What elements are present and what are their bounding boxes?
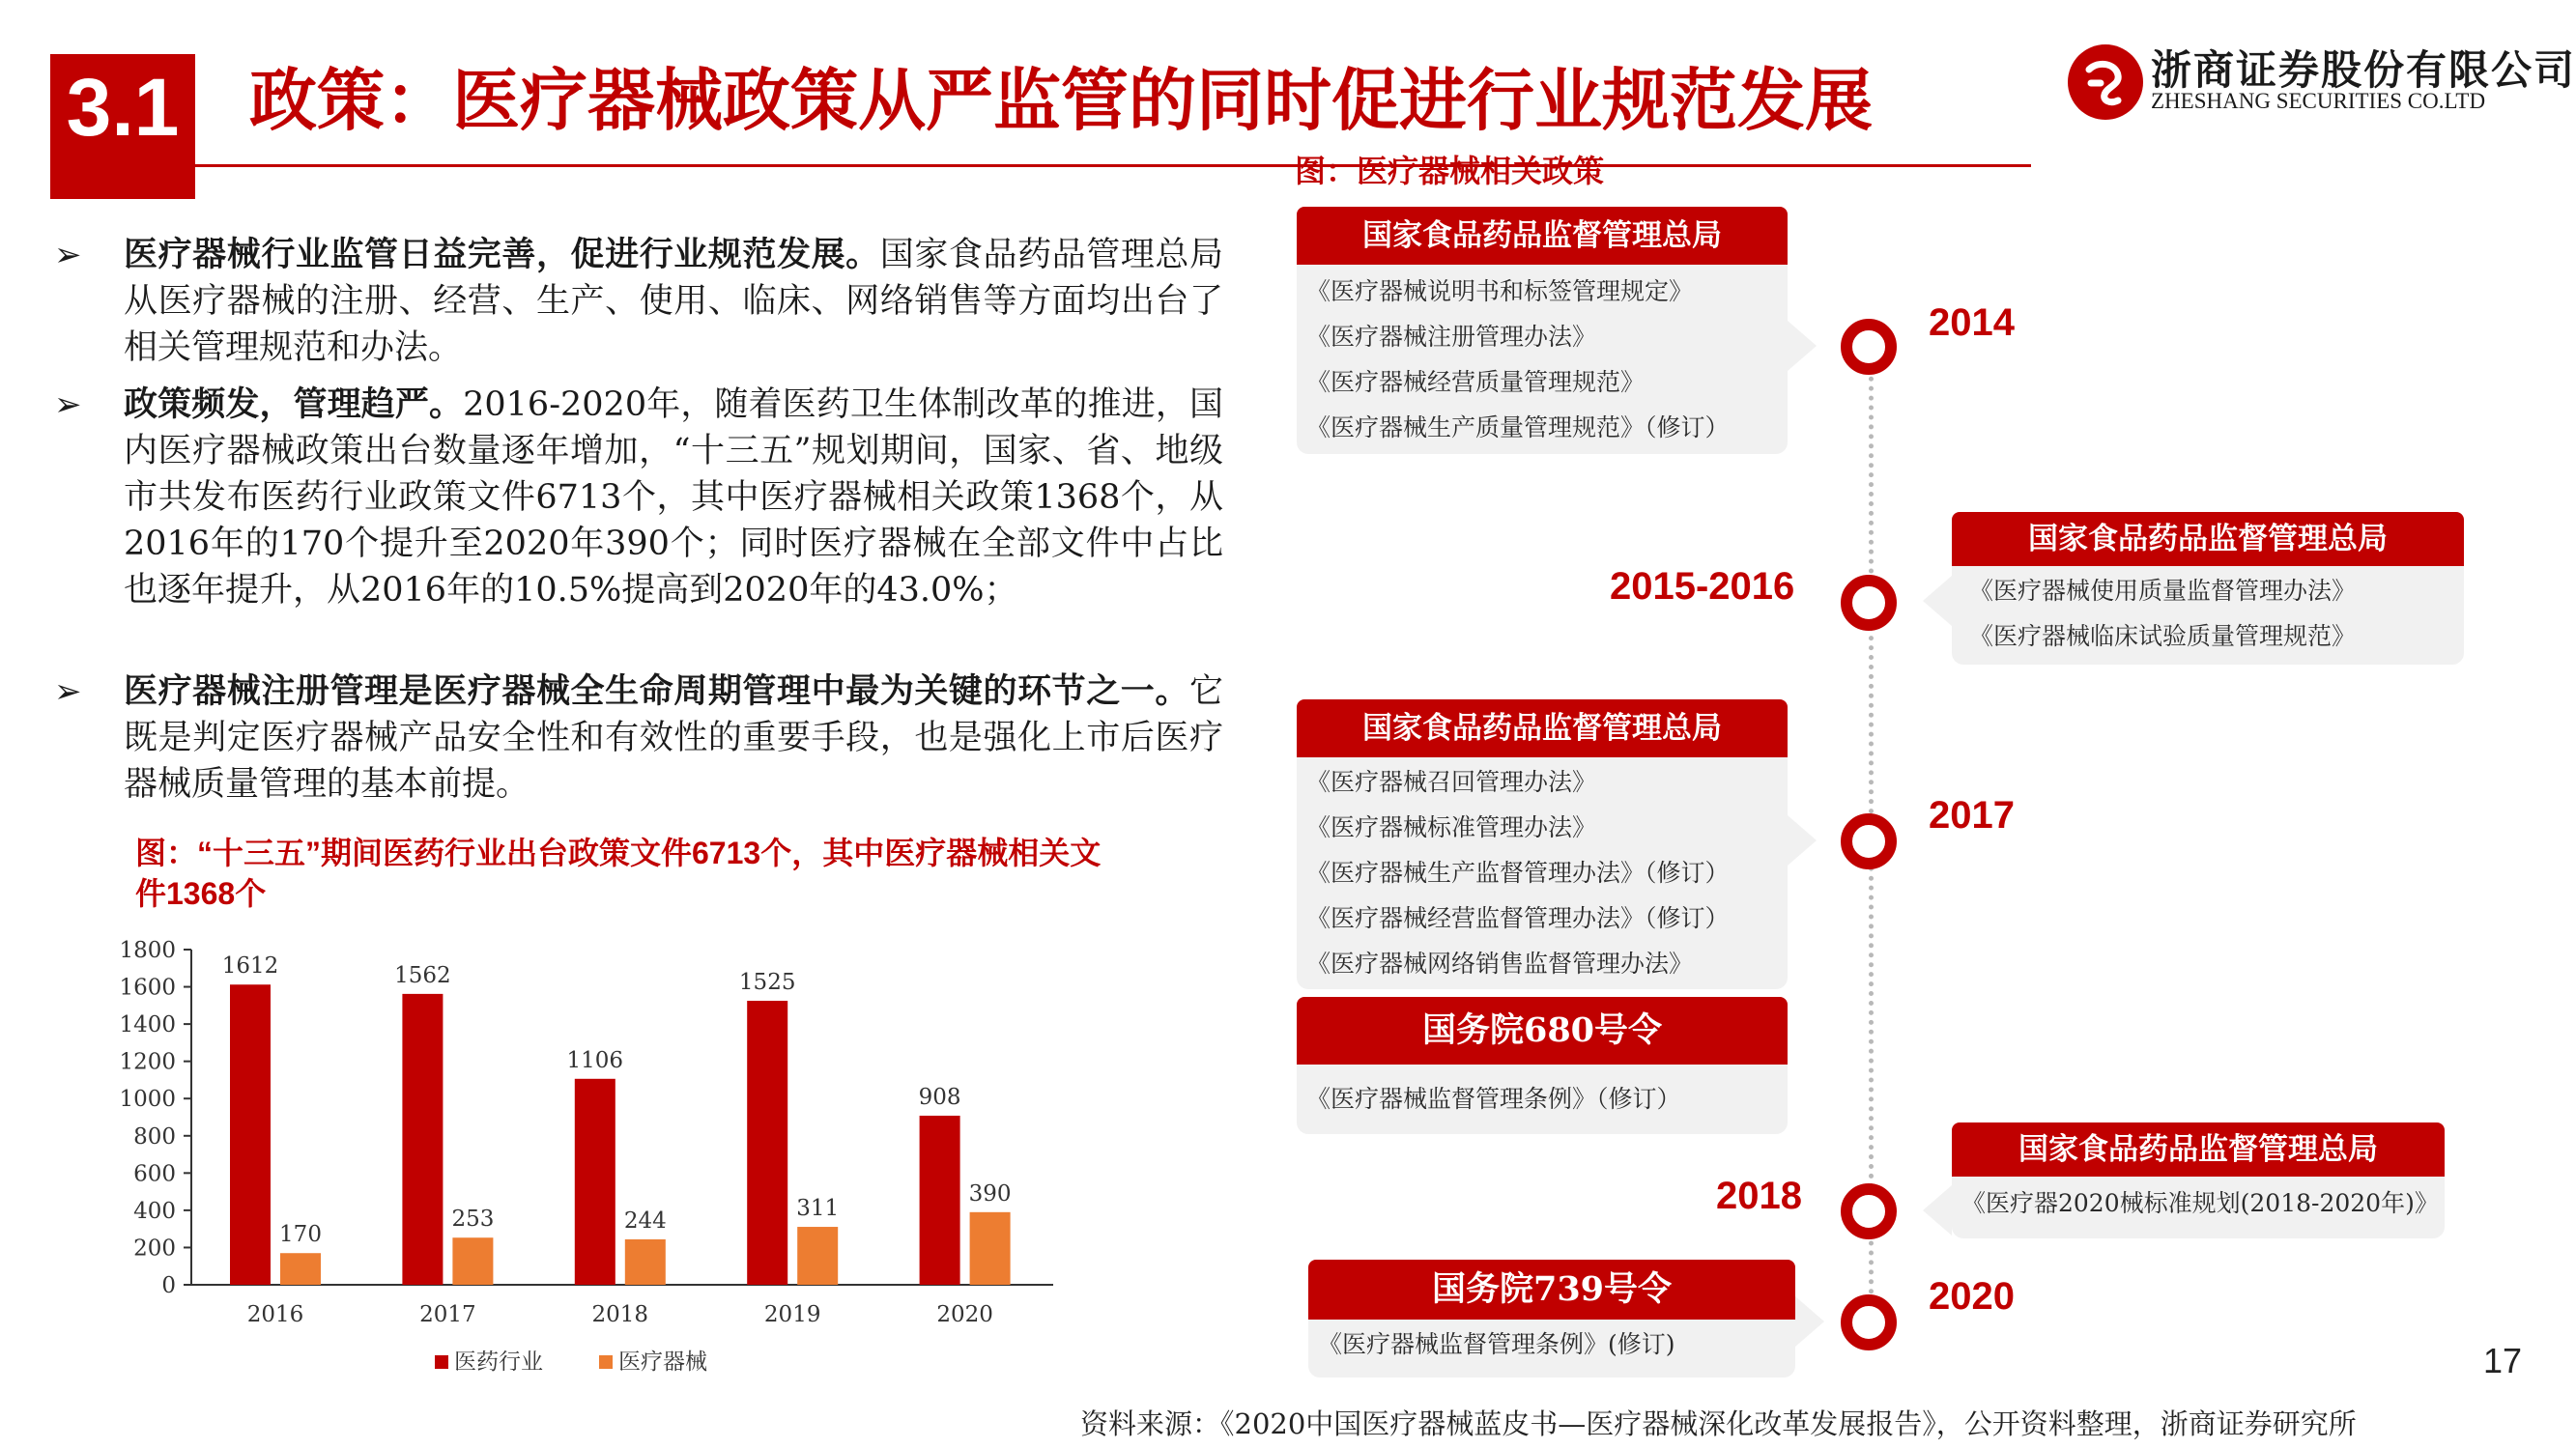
legend-swatch [435,1355,448,1369]
bullet-3-text: 它既是判定医疗器械产品安全性和有效性的重要手段，也是强化上市后医疗器械质量管理的基本前提。 [124,672,1223,804]
policy-item: 《医疗器械注册管理办法》 [1306,323,1597,351]
data-label: 170 [279,1222,322,1248]
legend-swatch [599,1355,613,1369]
y-tick-label: 400 [133,1198,176,1224]
timeline-caption: 图：医疗器械相关政策 [1295,154,1605,188]
bullet-3-bold: 医疗器械注册管理是医疗器械全生命周期管理中最为关键的环节之一。 [124,671,1189,711]
data-label: 1525 [738,970,796,996]
bullet-1-bold: 医疗器械行业监管日益完善，促进行业规范发展。 [124,235,880,274]
policy-card-issuer: 国家食品药品监督管理总局 [1297,207,1788,265]
company-name-cn: 浙商证券股份有限公司 [2151,47,2576,93]
timeline-dot-2014 [1841,319,1897,375]
policy-item: 《医疗器械使用质量监督管理办法》 [1969,577,2357,605]
timeline-year-2018: 2018 [1716,1175,1802,1217]
policy-card-council-680 [1297,997,1788,1134]
policy-item: 《医疗器2020械标准规划(2018-2020年)》 [1961,1189,2439,1217]
company-logo-icon [2068,44,2143,120]
bar-pharma [575,1079,615,1285]
timeline-dot-2020 [1841,1294,1897,1350]
source-note: 资料来源：《2020中国医疗器械蓝皮书—医疗器械深化改革发展报告》，公开资料整理，浙商证券研究所 [1080,1407,2357,1440]
bar-device [452,1237,493,1285]
policy-item: 《医疗器械经营质量管理规范》 [1306,368,1646,396]
policy-card-2014 [1297,207,1788,454]
bar-pharma [402,994,443,1285]
card-pointer [1788,321,1817,371]
legend-label: 医药行业 [454,1350,543,1375]
bullet-1-text: 国家食品药品管理总局从医疗器械的注册、经营、生产、使用、临床、网络销售等方面均出台了相关管理规范和办法。 [124,236,1223,367]
bullet-arrow-icon: ➢ [54,236,82,274]
policy-item: 《医疗器械经营监督管理办法》（修订） [1306,904,1730,932]
policy-card-council-739 [1308,1260,1795,1378]
data-label: 1612 [221,953,279,980]
data-label: 311 [796,1196,840,1222]
policy-card-issuer: 国务院739号令 [1308,1260,1795,1320]
chart-caption: 图：“十三五”期间医药行业出台政策文件6713个，其中医疗器械相关文件1368个 [135,836,1102,911]
timeline-dot-2015-2016 [1841,575,1897,631]
timeline-dot-2017 [1841,813,1897,869]
bullet-arrow-icon: ➢ [54,672,82,711]
timeline-year-2017: 2017 [1929,794,2015,837]
policy-card-2017 [1297,699,1788,989]
card-pointer [1923,576,1952,626]
policy-card-2018 [1952,1122,2445,1238]
bar-pharma [920,1116,960,1285]
policy-item: 《医疗器械标准管理办法》 [1306,813,1597,841]
policy-card-issuer: 国家食品药品监督管理总局 [1952,1122,2445,1177]
timeline-year-2015-2016: 2015-2016 [1610,565,1795,608]
bullet-2-text: 2016-2020年，随着医药卫生体制改革的推进，国内医疗器械政策出台数量逐年增加，“十三五”规划期间，国家、省、地级市共发布医药行业政策文件6713个，其中医疗器械相关政策1368个，从2016年的170个提升至2020年390个；同时医疗器械在全部文件中占比也逐年提升，从2016年的10.5%提高到2020年的43.0%； [124,385,1223,610]
bar-pharma [747,1001,787,1285]
timeline-year-2020: 2020 [1929,1275,2015,1318]
policy-card-issuer: 国务院680号令 [1297,997,1788,1065]
y-tick-label: 1200 [119,1049,176,1075]
y-tick-label: 800 [133,1123,176,1150]
bullet-2 [54,382,1223,613]
policy-card-issuer: 国家食品药品监督管理总局 [1297,699,1788,757]
header-divider [195,164,2031,167]
policy-item: 《医疗器械召回管理办法》 [1306,768,1597,796]
page-number: 17 [2483,1341,2523,1380]
bullet-3 [54,668,1223,808]
company-name-en: ZHESHANG SECURITIES CO.LTD [2151,89,2486,113]
data-label: 253 [451,1207,495,1233]
bullet-1 [54,232,1223,371]
bar-chart [106,932,1073,1391]
section-number: 3.1 [66,62,180,153]
bullet-arrow-icon: ➢ [54,385,82,424]
y-tick-label: 1000 [119,1087,176,1113]
policy-card-2015-2016 [1952,512,2464,665]
data-label: 244 [623,1208,667,1234]
card-pointer [1795,1296,1824,1347]
timeline-year-2014: 2014 [1929,301,2015,344]
policy-item: 《医疗器械生产监督管理办法》（修订） [1306,859,1730,887]
policy-item: 《医疗器械生产质量管理规范》（修订） [1306,413,1730,441]
y-tick-label: 0 [161,1273,176,1298]
policy-card-issuer: 国家食品药品监督管理总局 [1952,512,2464,566]
bar-device [970,1212,1011,1285]
card-pointer [1923,1185,1952,1236]
y-tick-label: 200 [133,1236,176,1262]
y-tick-label: 600 [133,1161,176,1187]
x-tick-label: 2018 [591,1302,649,1327]
x-tick-label: 2020 [936,1302,993,1327]
bar-pharma [230,984,271,1285]
data-label: 1106 [566,1047,624,1073]
x-tick-label: 2017 [419,1302,476,1327]
bar-device [280,1253,321,1285]
data-label: 908 [918,1084,961,1110]
y-tick-label: 1600 [119,975,176,1001]
policy-item: 《医疗器械网络销售监督管理办法》 [1306,950,1694,978]
page-title: 政策：医疗器械政策从严监管的同时促进行业规范发展 [249,63,1873,138]
timeline-dot-2018 [1841,1183,1897,1239]
x-tick-label: 2019 [763,1302,821,1327]
card-pointer [1788,815,1817,866]
legend-label: 医疗器械 [618,1350,707,1375]
policy-item: 《医疗器械临床试验质量管理规范》 [1969,622,2357,650]
bar-device [797,1227,838,1285]
bullet-2-bold: 政策频发，管理趋严。 [124,384,464,424]
x-tick-label: 2016 [246,1302,304,1327]
data-label: 390 [968,1180,1012,1207]
data-label: 1562 [394,962,451,988]
policy-item: 《医疗器械说明书和标签管理规定》 [1306,277,1694,305]
bar-device [625,1239,666,1285]
y-tick-label: 1400 [119,1012,176,1038]
policy-item: 《医疗器械监督管理条例》（修订） [1306,1085,1681,1113]
y-tick-label: 1800 [119,938,176,963]
policy-item: 《医疗器械监督管理条例》(修订) [1318,1330,1675,1358]
